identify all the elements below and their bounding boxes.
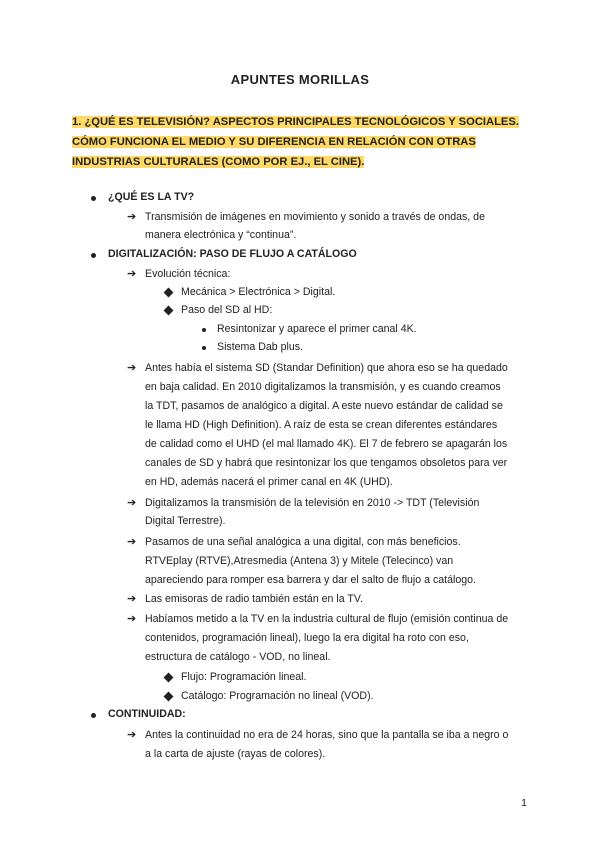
text-line: le llama HD (High Definition). A raíz de esta se crean diferentes estándares [145, 419, 498, 431]
bullet-dot-icon [91, 253, 96, 258]
bullet-dot-icon [91, 713, 96, 718]
bullet-label-continuidad: CONTINUIDAD: [108, 708, 186, 720]
text-line: Habíamos metido a la TV en la industria cultural de flujo (emisión continua de [145, 613, 509, 625]
text-line: de calidad como el UHD (el mal llamado 4K). El 7 de febrero se apagarán los [145, 438, 508, 450]
text-line: estructura de catálogo - VOD, no lineal. [145, 651, 331, 663]
text-line: RTVEplay (RTVE),Atresmedia (Antena 3) y Mitele (Telecinco) van [145, 555, 454, 567]
text-line: Digital Terrestre). [145, 515, 226, 527]
text-line: Mecánica > Electrónica > Digital. [181, 286, 336, 298]
bullet-label-que-es-tv: ¿QUÉ ES LA TV? [108, 191, 195, 203]
text-line: Sistema Dab plus. [217, 341, 303, 353]
page-title: APUNTES MORILLAS [230, 72, 370, 87]
heading-line-2: CÓMO FUNCIONA EL MEDIO Y SU DIFERENCIA EN RELACIÓN CON OTRAS [72, 136, 476, 148]
arrow-icon: ➔ [127, 497, 137, 509]
text-line: contenidos, programación lineal), luego la era digital ha roto con eso, [145, 632, 469, 644]
text-line: canales de SD y habrá que resintonizar los que tengamos obsoletos para ver [145, 457, 508, 469]
text-line: la TDT, pasamos de analógico a digital. A este nuevo estándar de calidad se [145, 400, 503, 412]
bullet-dot-icon [202, 328, 206, 332]
heading-line-1: 1. ¿QUÉ ES TELEVISIÓN? ASPECTOS PRINCIPALES TECNOLÓGICOS Y SOCIALES. [72, 116, 519, 128]
bullet-dot-icon [202, 346, 206, 350]
text-line: Antes había el sistema SD (Standar Definition) que ahora eso se ha quedado [145, 362, 508, 374]
bullet-dot-icon [91, 196, 96, 201]
diamond-bullet-icon [164, 306, 174, 316]
text-line: Paso del SD al HD: [181, 304, 273, 316]
text-line: Flujo: Programación lineal. [181, 671, 307, 683]
page-number: 1 [521, 797, 527, 809]
arrow-icon: ➔ [127, 211, 137, 223]
text-line: Catálogo: Programación no lineal (VOD). [181, 690, 374, 702]
text-line: apareciendo para romper esa barrera y dar el salto de flujo a catálogo. [145, 574, 476, 586]
section-heading [72, 112, 532, 172]
text-line: manera electrónica y “continua”. [145, 229, 297, 241]
arrow-icon: ➔ [127, 268, 137, 280]
text-line: en baja calidad. En 2010 digitalizamos la transmisión, y es cuando creamos [145, 381, 501, 393]
text-line: Antes la continuidad no era de 24 horas, sino que la pantalla se iba a negro o [145, 729, 509, 741]
arrow-icon: ➔ [127, 362, 137, 374]
text-line: Resintonizar y aparece el primer canal 4K. [217, 323, 417, 335]
arrow-icon: ➔ [127, 613, 137, 625]
bullet-label-digitalizacion: DIGITALIZACIÓN: PASO DE FLUJO A CATÁLOGO [108, 248, 357, 260]
text-line: en HD, además nacerá el primer canal en 4K (UHD). [145, 476, 393, 488]
heading-line-3: INDUSTRIAS CULTURALES (COMO POR EJ., EL CINE). [72, 156, 365, 168]
text-line: Pasamos de una señal analógica a una digital, con más beneficios. [145, 536, 461, 548]
arrow-icon: ➔ [127, 729, 137, 741]
diamond-bullet-icon [164, 692, 174, 702]
diamond-bullet-icon [164, 673, 174, 683]
text-line: Las emisoras de radio también están en la TV. [145, 593, 363, 605]
text-line: Evolución técnica: [145, 268, 231, 280]
text-line: a la carta de ajuste (rayas de colores). [145, 748, 326, 760]
arrow-icon: ➔ [127, 536, 137, 548]
arrow-icon: ➔ [127, 593, 137, 605]
text-line: Transmisión de imágenes en movimiento y sonido a través de ondas, de [145, 211, 485, 223]
diamond-bullet-icon [164, 288, 174, 298]
text-line: Digitalizamos la transmisión de la televisión en 2010 -> TDT (Televisión [145, 497, 480, 509]
